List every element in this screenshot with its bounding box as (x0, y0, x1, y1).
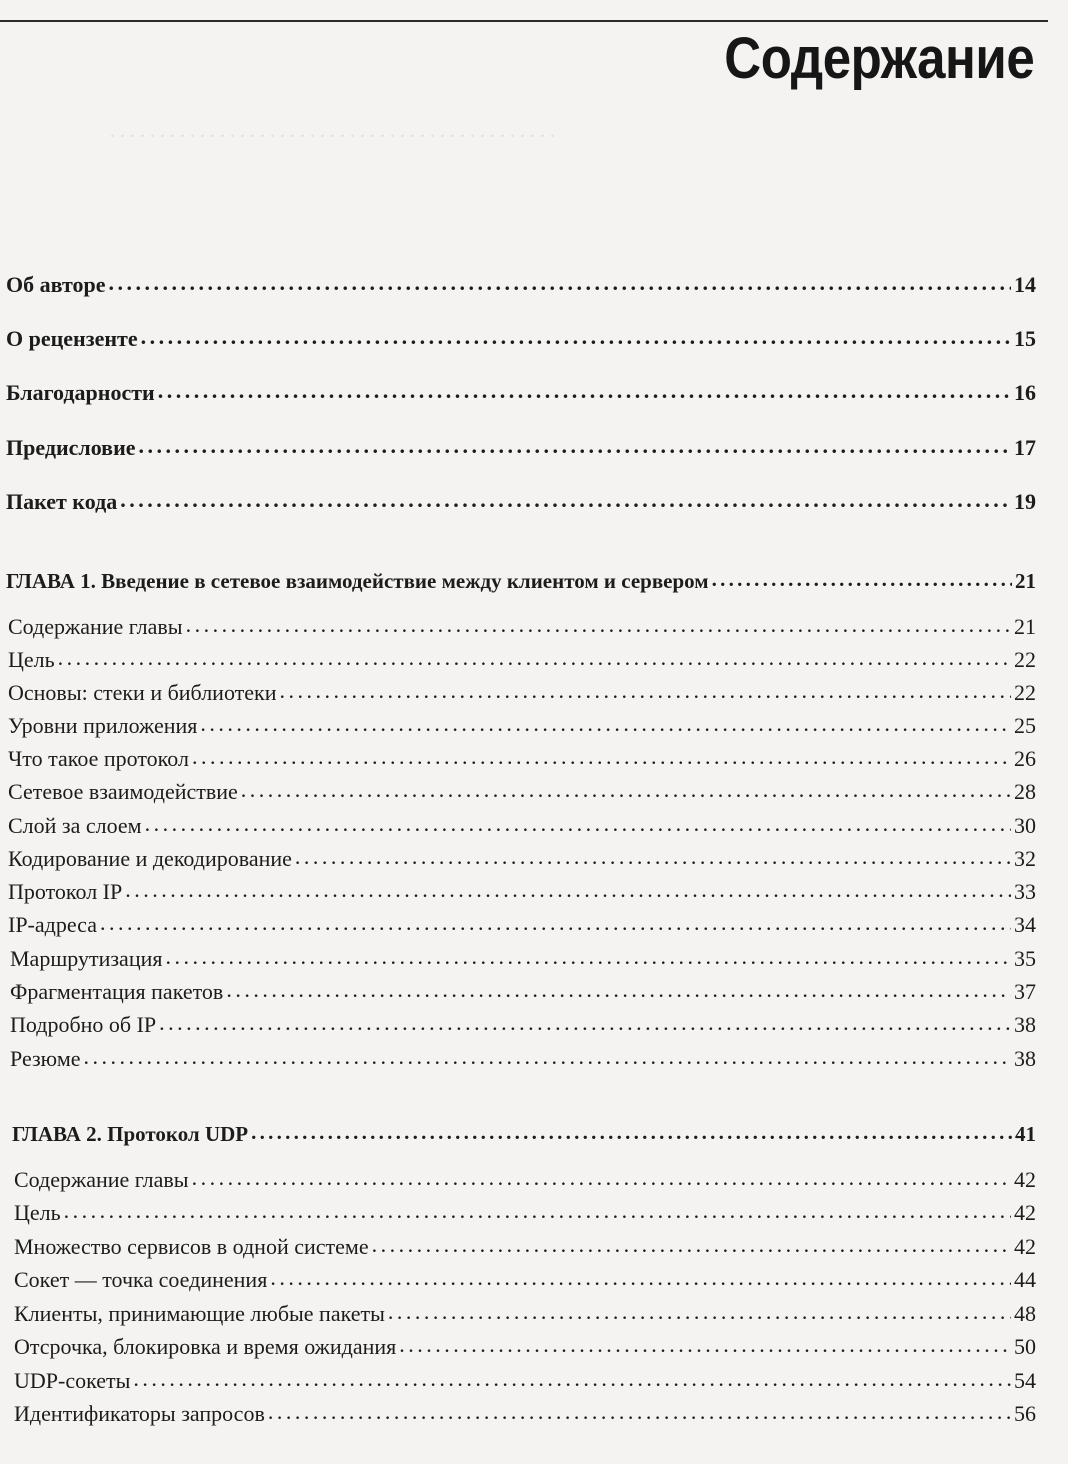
toc-entry-code-bundle[interactable] (6, 487, 1036, 515)
toc-entry-preface[interactable] (6, 433, 1036, 461)
toc-item-label: Множество сервисов в одной системе (14, 1234, 369, 1259)
toc-item-label: Цель (14, 1200, 61, 1225)
leader-dots (399, 1332, 1011, 1354)
leader-dots (100, 910, 1011, 932)
chapter-heading-label: ГЛАВА 1. Введение в сетевое взаимодействие между клиентом и сервером (6, 569, 709, 593)
toc-entry-acknowledgements[interactable] (6, 378, 1036, 406)
leader-dots (186, 612, 1011, 634)
leader-dots (372, 1232, 1011, 1254)
toc-item-label: Резюме (10, 1046, 81, 1071)
leader-dots (141, 324, 1011, 346)
leader-dots (139, 433, 1011, 455)
chapter-heading-label: ГЛАВА 2. Протокол UDP (12, 1122, 249, 1146)
toc-item[interactable] (14, 1165, 1036, 1193)
toc-entry-page: 15 (1014, 326, 1036, 351)
toc-entry-page: 14 (1014, 272, 1036, 297)
leader-dots (251, 1120, 1012, 1141)
toc-item-label: Подробно об IP (10, 1012, 157, 1037)
leader-dots (192, 744, 1011, 766)
toc-item-page: 26 (1014, 746, 1036, 771)
leader-dots (270, 1265, 1011, 1287)
toc-item-page: 22 (1014, 680, 1036, 705)
toc-item-page: 42 (1014, 1167, 1036, 1192)
toc-entry-label: Пакет кода (6, 489, 118, 514)
leader-dots (280, 678, 1011, 700)
toc-item[interactable] (8, 645, 1036, 673)
leader-dots (84, 1044, 1011, 1066)
toc-item-label: Идентификаторы запросов (14, 1401, 265, 1426)
bleed-through: . . . . . . . . . . . . . . . . . . . . . . . . . . . . . . . . . . . . . . . . . . . . . (110, 120, 555, 142)
toc-entry-page: 19 (1014, 489, 1036, 514)
toc-item[interactable] (8, 777, 1036, 805)
toc-item[interactable] (14, 1399, 1036, 1427)
leader-dots (64, 1198, 1011, 1220)
toc-item-label: Что такое протокол (8, 746, 189, 771)
leader-dots (145, 811, 1011, 833)
toc-item-page: 38 (1014, 1012, 1036, 1037)
leader-dots (712, 567, 1012, 588)
toc-item[interactable] (10, 1010, 1036, 1038)
toc-item[interactable] (8, 612, 1036, 640)
toc-item[interactable] (8, 811, 1036, 839)
leader-dots (241, 777, 1011, 799)
toc-entry-label: Об авторе (6, 272, 106, 297)
toc-item[interactable] (14, 1332, 1036, 1360)
toc-item-page: 56 (1014, 1401, 1036, 1426)
toc-item-label: Основы: стеки и библиотеки (8, 680, 277, 705)
toc-item-page: 32 (1014, 846, 1036, 871)
toc-item[interactable] (14, 1366, 1036, 1394)
leader-dots (133, 1366, 1011, 1388)
toc-item[interactable] (8, 711, 1036, 739)
toc-item-label: Кодирование и декодирование (8, 846, 292, 871)
toc-item-label: Уровни приложения (8, 713, 198, 738)
toc-item-label: Цель (8, 647, 55, 672)
toc-item-page: 42 (1014, 1200, 1036, 1225)
toc-item-label: Клиенты, принимающие любые пакеты (14, 1301, 385, 1326)
toc-item-label: Маршрутизация (10, 946, 163, 971)
toc-item-page: 25 (1014, 713, 1036, 738)
toc-item-label: Слой за слоем (8, 813, 142, 838)
toc-item[interactable] (14, 1198, 1036, 1226)
leader-dots (108, 270, 1011, 292)
toc-item-page: 35 (1014, 946, 1036, 971)
toc-item-page: 28 (1014, 779, 1036, 804)
leader-dots (388, 1299, 1011, 1321)
toc-item-page: 33 (1014, 879, 1036, 904)
leader-dots (226, 977, 1011, 999)
toc-entry-page: 17 (1014, 435, 1036, 460)
toc-entry-about-author[interactable] (6, 270, 1036, 298)
toc-item-page: 37 (1014, 979, 1036, 1004)
chapter-heading-page: 21 (1015, 569, 1036, 593)
toc-item[interactable] (14, 1265, 1036, 1293)
toc-item-page: 34 (1014, 912, 1036, 937)
toc-entry-label: Благодарности (6, 380, 155, 405)
toc-chapter-1-heading[interactable] (6, 567, 1036, 594)
page-title: Содержание (723, 26, 1034, 91)
leader-dots (166, 944, 1012, 966)
toc-item-page: 48 (1014, 1301, 1036, 1326)
toc-item-page: 42 (1014, 1234, 1036, 1259)
toc-item-label: Содержание главы (14, 1167, 189, 1192)
leader-dots (200, 711, 1011, 733)
toc-item-page: 21 (1014, 614, 1036, 639)
toc-item[interactable] (8, 678, 1036, 706)
toc-item-page: 38 (1014, 1046, 1036, 1071)
toc-item-page: 22 (1014, 647, 1036, 672)
toc-entry-page: 16 (1014, 380, 1036, 405)
toc-item-label: Сокет — точка соединения (14, 1267, 268, 1292)
toc-item[interactable] (8, 844, 1036, 872)
toc-item[interactable] (8, 910, 1036, 938)
toc-item-label: Протокол IP (8, 879, 123, 904)
toc-chapter-2-heading[interactable] (12, 1120, 1036, 1147)
toc-item[interactable] (14, 1299, 1036, 1327)
leader-dots (58, 645, 1011, 667)
leader-dots (295, 844, 1011, 866)
toc-item-page: 50 (1014, 1334, 1036, 1359)
toc-item-label: IP-адреса (8, 912, 97, 937)
toc-item-page: 54 (1014, 1368, 1036, 1393)
toc-item-label: Отсрочка, блокировка и время ожидания (14, 1334, 397, 1359)
toc-entry-reviewer[interactable] (6, 324, 1036, 352)
toc-item-page: 30 (1014, 813, 1036, 838)
leader-dots (158, 378, 1011, 400)
toc-item[interactable] (14, 1232, 1036, 1260)
toc-item[interactable] (8, 744, 1036, 772)
leader-dots (268, 1399, 1011, 1421)
toc-entry-label: О рецензенте (6, 326, 138, 351)
toc-item[interactable] (10, 944, 1036, 972)
leader-dots (192, 1165, 1011, 1187)
toc-entry-label: Предисловие (6, 435, 136, 460)
toc-item[interactable] (8, 877, 1036, 905)
leader-dots (159, 1010, 1011, 1032)
top-rule (0, 20, 1048, 22)
toc-item-page: 44 (1014, 1267, 1036, 1292)
toc-item-label: Фрагментация пакетов (10, 979, 224, 1004)
toc-item-label: UDP-сокеты (14, 1368, 131, 1393)
chapter-heading-page: 41 (1015, 1122, 1036, 1146)
leader-dots (125, 877, 1011, 899)
toc-item-label: Содержание главы (8, 614, 183, 639)
toc-item[interactable] (10, 1044, 1036, 1072)
toc-item[interactable] (10, 977, 1036, 1005)
toc-item-label: Сетевое взаимодействие (8, 779, 238, 804)
leader-dots (120, 487, 1011, 509)
